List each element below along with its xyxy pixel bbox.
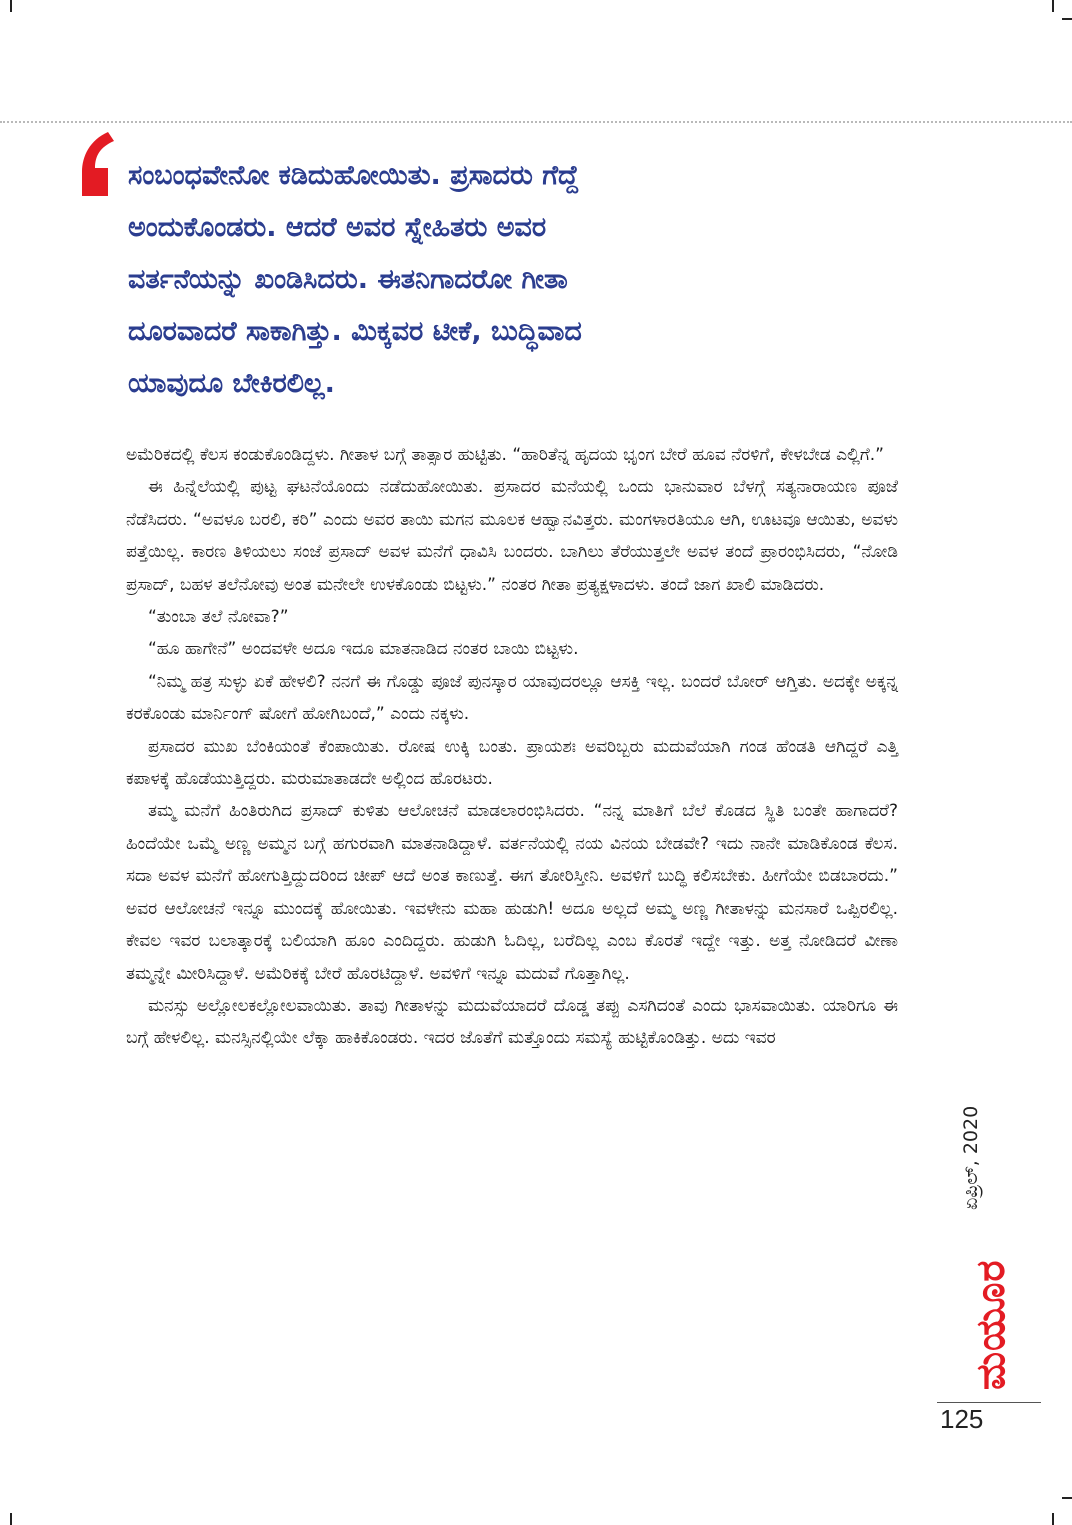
crop-mark-top-left — [10, 0, 12, 12]
paragraph: “ನಿಮ್ಮ ಹತ್ರ ಸುಳ್ಳು ಏಕೆ ಹೇಳಲಿ? ನನಗೆ ಈ ಗೊಡ್ಡು ಪೂಜೆ ಪುನಸ್ಕಾರ ಯಾವುದರಲ್ಲೂ ಆಸಕ್ತಿ ಇಲ್ಲ. ಬಂದರೆ ಬೋರ್ ಆಗ್ತಿತು. ಅದಕ್ಕೇ ಅಕ್ಕನ್ನ ಕರಕೊಂಡು ಮಾರ್ನಿಂಗ್ ಷೋಗೆ ಹೋಗಿಬಂದೆ,” ಎಂದು ನಕ್ಕಳು. — [126, 671, 898, 725]
article-body — [126, 439, 898, 1055]
pull-quote — [128, 150, 848, 410]
magazine-logo: ಮಯೂರ — [968, 1259, 1014, 1390]
paragraph: “ತುಂಬಾ ತಲೆ ನೋವಾ?” — [148, 607, 289, 628]
issue-date: ಏಪ್ರಿಲ್, 2020 — [960, 1105, 982, 1210]
pull-quote-line: ದೂರವಾದರೆ ಸಾಕಾಗಿತ್ತು. ಮಿಕ್ಕವರ ಟೀಕೆ, ಬುದ್ಧಿವಾದ — [128, 316, 582, 347]
pull-quote-line: ಯಾವುದೂ ಬೇಕಿರಲಿಲ್ಲ. — [128, 368, 335, 399]
pull-quote-line: ಅಂದುಕೊಂಡರು. ಆದರೆ ಅವರ ಸ್ನೇಹಿತರು ಅವರ — [128, 212, 547, 243]
pull-quote-line: ವರ್ತನೆಯನ್ನು ಖಂಡಿಸಿದರು. ಈತನಿಗಾದರೋ ಗೀತಾ — [128, 264, 568, 295]
dotted-divider — [0, 121, 1072, 123]
crop-mark-right-lower — [1062, 1497, 1072, 1499]
crop-mark-top-right — [1052, 0, 1054, 12]
page-number-rule — [937, 1402, 1041, 1403]
paragraph: ಪ್ರಸಾದರ ಮುಖ ಬೆಂಕಿಯಂತೆ ಕೆಂಪಾಯಿತು. ರೋಷ ಉಕ್ಕಿ ಬಂತು. ಪ್ರಾಯಶಃ ಅವರಿಬ್ಬರು ಮದುವೆಯಾಗಿ ಗಂಡ ಹೆಂಡತಿ ಆಗಿದ್ದರೆ ಎತ್ತಿ ಕಪಾಳಕ್ಕೆ ಹೊಡೆಯುತ್ತಿದ್ದರು. ಮರುಮಾತಾಡದೇ ಅಲ್ಲಿಂದ ಹೊರಟರು. — [126, 736, 898, 790]
paragraph: ತಮ್ಮ ಮನೆಗೆ ಹಿಂತಿರುಗಿದ ಪ್ರಸಾದ್ ಕುಳಿತು ಆಲೋಚನೆ ಮಾಡಲಾರಂಭಿಸಿದರು. “ನನ್ನ ಮಾತಿಗೆ ಬೆಲೆ ಕೊಡದ ಸ್ಥಿತಿ ಬಂತೇ ಹಾಗಾದರೆ? ಹಿಂದೆಯೇ ಒಮ್ಮೆ ಅಣ್ಣ ಅಮ್ಮನ ಬಗ್ಗೆ ಹಗುರವಾಗಿ ಮಾತನಾಡಿದ್ದಾಳೆ. ವರ್ತನೆಯಲ್ಲಿ ನಯ ವಿನಯ ಬೇಡವೇ? ಇದು ನಾನೇ ಮಾಡಿಕೊಂಡ ಕೆಲಸ. ಸದಾ ಅವಳ ಮನೆಗೆ ಹೋಗುತ್ತಿದ್ದುದರಿಂದ ಚೀಪ್ ಆದೆ ಅಂತ ಕಾಣುತ್ತೆ. ಈಗ ತೋರಿಸ್ತೀನಿ. ಅವಳಿಗೆ ಬುದ್ಧಿ ಕಲಿಸಬೇಕು. ಹೀಗೆಯೇ ಬಿಡಬಾರದು.” ಅವರ ಆಲೋಚನೆ ಇನ್ನೂ ಮುಂದಕ್ಕೆ ಹೋಯಿತು. ಇವಳೇನು ಮಹಾ ಹುಡುಗಿ! ಅದೂ ಅಲ್ಲದೆ ಅಮ್ಮ ಅಣ್ಣ ಗೀತಾಳನ್ನು ಮನಸಾರೆ ಒಪ್ಪಿರಲಿಲ್ಲ. ಕೇವಲ ಇವರ ಬಲಾತ್ಕಾರಕ್ಕೆ ಬಲಿಯಾಗಿ ಹೂಂ ಎಂದಿದ್ದರು. ಹುಡುಗಿ ಓದಿಲ್ಲ, ಬರೆದಿಲ್ಲ ಎಂಬ ಕೊರತೆ ಇದ್ದೇ ಇತ್ತು. ಅತ್ತ ನೋಡಿದರೆ ವೀಣಾ ತಮ್ಮನ್ನೇ ಮೀರಿಸಿದ್ದಾಳೆ. ಅಮೆರಿಕಕ್ಕೆ ಬೇರೆ ಹೊರಟಿದ್ದಾಳೆ. ಅವಳಿಗೆ ಇನ್ನೂ ಮದುವೆ ಗೊತ್ತಾಗಿಲ್ಲ. — [126, 801, 898, 984]
paragraph: “ಹೂ ಹಾಗೇನೆ” ಅಂದವಳೇ ಅದೂ ಇದೂ ಮಾತನಾಡಿದ ನಂತರ ಬಾಯಿ ಬಿಟ್ಟಳು. — [148, 639, 579, 660]
pull-quote-line: ಸಂಬಂಧವೇನೋ ಕಡಿದುಹೋಯಿತು. ಪ್ರಸಾದರು ಗೆದ್ದೆ — [128, 160, 579, 191]
crop-mark-right-upper — [1062, 18, 1072, 20]
crop-mark-bottom-left — [10, 1513, 12, 1525]
crop-mark-bottom-right — [1052, 1513, 1054, 1525]
quote-mark-icon — [78, 130, 118, 200]
page-number: 125 — [940, 1404, 984, 1434]
paragraph: ಈ ಹಿನ್ನೆಲೆಯಲ್ಲಿ ಪುಟ್ಟ ಘಟನೆಯೊಂದು ನಡೆದುಹೋಯಿತು. ಪ್ರಸಾದರ ಮನೆಯಲ್ಲಿ ಒಂದು ಭಾನುವಾರ ಬೆಳಗ್ಗೆ ಸತ್ಯನಾರಾಯಣ ಪೂಜೆ ನೆಡೆಸಿದರು. “ಅವಳೂ ಬರಲಿ, ಕರಿ” ಎಂದು ಅವರ ತಾಯಿ ಮಗನ ಮೂಲಕ ಆಹ್ವಾನವಿತ್ತರು. ಮಂಗಳಾರತಿಯೂ ಆಗಿ, ಊಟವೂ ಆಯಿತು, ಅವಳು ಪತ್ತೆಯಿಲ್ಲ. ಕಾರಣ ತಿಳಿಯಲು ಸಂಜೆ ಪ್ರಸಾದ್ ಅವಳ ಮನೆಗೆ ಧಾವಿಸಿ ಬಂದರು. ಬಾಗಿಲು ತೆರೆಯುತ್ತಲೇ ಅವಳ ತಂದೆ ಪ್ರಾರಂಭಿಸಿದರು, “ನೋಡಿ ಪ್ರಸಾದ್, ಬಹಳ ತಲೆನೋವು ಅಂತ ಮನೇಲೇ ಉಳಕೊಂಡು ಬಿಟ್ಟಳು.” ನಂತರ ಗೀತಾ ಪ್ರತ್ಯಕ್ಷಳಾದಳು. ತಂದೆ ಜಾಗ ಖಾಲಿ ಮಾಡಿದರು. — [126, 477, 898, 595]
paragraph: ಮನಸ್ಸು ಅಲ್ಲೋಲಕಲ್ಲೋಲವಾಯಿತು. ತಾವು ಗೀತಾಳನ್ನು ಮದುವೆಯಾದರೆ ದೊಡ್ಡ ತಪ್ಪು ಎಸಗಿದಂತೆ ಎಂದು ಭಾಸವಾಯಿತು. ಯಾರಿಗೂ ಈ ಬಗ್ಗೆ ಹೇಳಲಿಲ್ಲ. ಮನಸ್ಸಿನಲ್ಲಿಯೇ ಲೆಕ್ಕಾ ಹಾಕಿಕೊಂಡರು. ಇದರ ಜೊತೆಗೆ ಮತ್ತೊಂದು ಸಮಸ್ಯೆ ಹುಟ್ಟಿಕೊಂಡಿತ್ತು. ಅದು ಇವರ — [126, 995, 898, 1049]
paragraph: ಅಮೆರಿಕದಲ್ಲಿ ಕೆಲಸ ಕಂಡುಕೊಂಡಿದ್ದಳು. ಗೀತಾಳ ಬಗ್ಗೆ ತಾತ್ಸಾರ ಹುಟ್ಟಿತು. “ಹಾರಿತೆನ್ನ ಹೃದಯ ಭೃಂಗ ಬೇರೆ ಹೂವ ನೆರಳಿಗೆ, ಕೇಳಬೇಡ ಎಲ್ಲಿಗೆ.” — [126, 445, 884, 465]
